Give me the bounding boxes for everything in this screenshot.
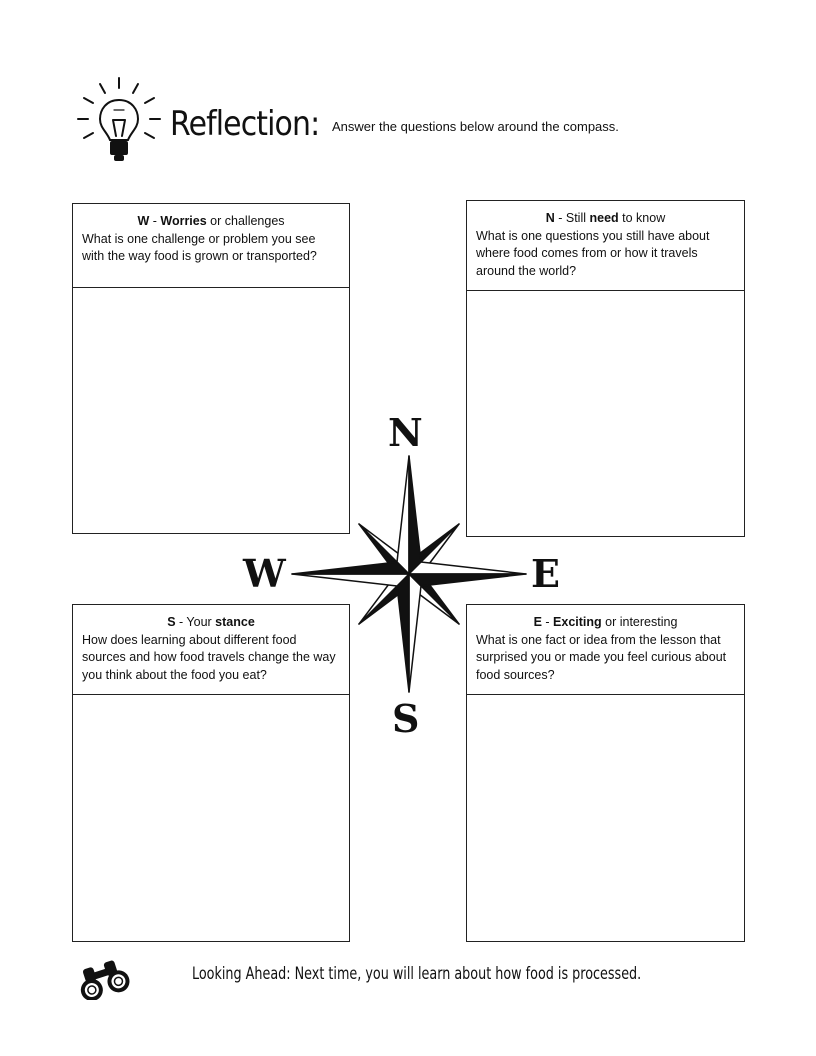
compass-rose-icon [290,454,528,694]
exciting-rest: or interesting [601,615,678,629]
exciting-question: What is one fact or idea from the lesson that surprised you or made you feel curious about food sources? [476,632,727,682]
worries-keyword: Worries [160,214,207,228]
need-keyword: need [589,211,619,225]
exciting-letter: E [533,615,542,629]
exciting-sep: - [541,615,554,629]
compass-south-label: S [392,696,420,741]
stance-question: How does learning about different food sources and how food travels change the way you think about the food you eat? [82,632,336,682]
stance-keyword: stance [215,615,255,629]
stance-letter: S [167,615,176,629]
worries-header [73,204,349,288]
instructions-text: Answer the questions below around the compass. [332,119,619,134]
need-question: What is one questions you still have about where food comes from or how it travels around the world? [476,228,710,278]
exciting-keyword: Exciting [553,615,602,629]
compass-east-label: E [531,551,560,596]
compass-west-label: W [243,551,286,596]
binoculars-icon [74,958,132,1000]
stance-answer-area[interactable] [73,695,349,941]
exciting-answer-area[interactable] [467,695,744,941]
light-bulb-icon [76,76,162,170]
worries-rest: or challenges [206,214,285,228]
worries-sep: - [149,214,161,228]
need-to-know-header [467,201,744,291]
page-title: Reflection: [170,104,320,144]
worries-letter: W [137,214,150,228]
need-letter: N [545,211,555,225]
looking-ahead-text: Looking Ahead: Next time, you will learn about how food is processed. [192,964,642,983]
need-rest: to know [618,211,666,225]
compass-north-label: N [388,410,423,455]
stance-sep: - Your [175,615,216,629]
need-sep: - Still [554,211,590,225]
worries-question: What is one challenge or problem you see with the way food is grown or transported? [82,231,317,263]
